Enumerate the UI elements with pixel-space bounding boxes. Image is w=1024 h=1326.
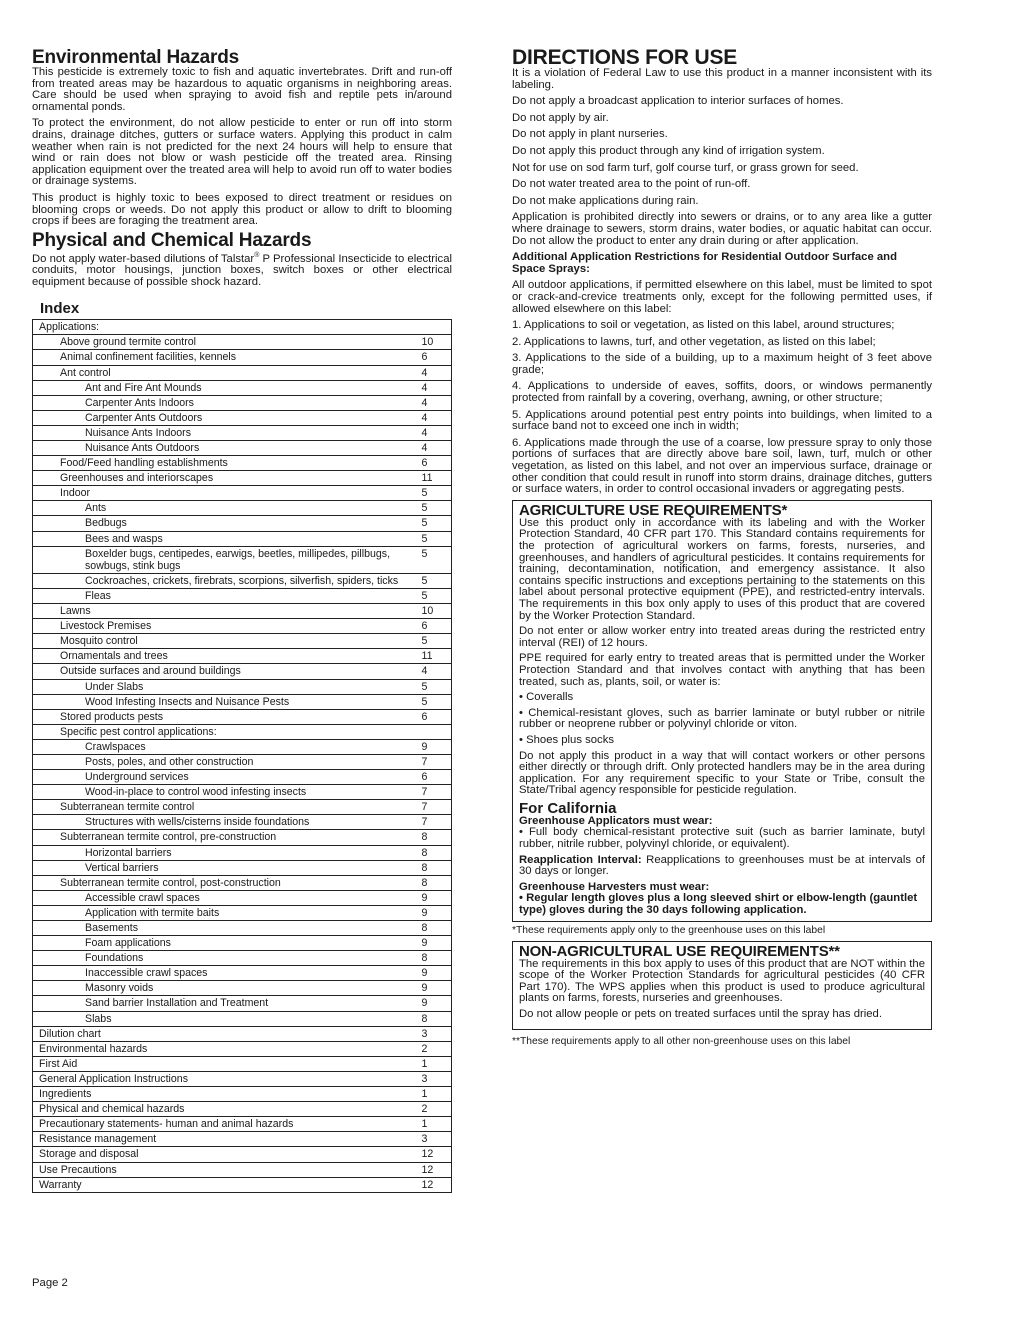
agriculture-use-box [512,500,932,922]
index-entry-page: 6 [422,350,452,365]
index-entry-page: 12 [422,1177,452,1192]
index-entry-page: 8 [422,860,452,875]
index-entry-label: Crawlspaces [33,739,422,754]
res-paragraph-5: 4. Applications to underside of eaves, soffits, doors, or windows permanently protected from rainfall by a covering, overhang, awning, or other structure; [512,380,932,405]
directions-for-use-heading: DIRECTIONS FOR USE [512,46,738,69]
index-entry-label: Above ground termite control [33,335,422,350]
index-entry-label: Indoor [33,486,422,501]
index-entry-page [422,320,452,335]
index-entry-label: Wood Infesting Insects and Nuisance Pests [33,694,422,709]
index-row [33,664,452,679]
index-entry-page: 3 [422,1132,452,1147]
index-entry-label: Subterranean termite control [33,800,422,815]
index-entry-page: 5 [422,679,452,694]
registered-mark: ® [254,251,260,259]
dir-paragraph-8: Do not make applications during rain. [512,194,699,207]
index-entry-page: 11 [422,471,452,486]
index-row [33,471,452,486]
index-entry-page: 6 [422,770,452,785]
index-row [33,815,452,830]
index-entry-label: Under Slabs [33,679,422,694]
index-entry-page: 5 [422,486,452,501]
index-entry-page: 7 [422,754,452,769]
env-paragraph-2: To protect the environment, do not allow pesticide to enter or run off into storm drains, drainage ditches, gutters or surface waters. Applying this product in calm weather when rain is not predicted for the next 24 hours will help to ensure that wind or rain does not blow or wash pesticide off the treated area. Rinsing application equipment over the treated area will help to avoid run off to water bodies or drainage systems. [32,117,452,188]
index-entry-label: Ingredients [33,1087,422,1102]
index-row [33,1087,452,1102]
res-paragraph-4: 3. Applications to the side of a building, up to a maximum height of 3 feet above grade; [512,352,932,376]
index-entry-label: Storage and disposal [33,1147,422,1162]
directions-body [512,68,932,247]
index-entry-page: 9 [422,936,452,951]
dir-paragraph-9: Application is prohibited directly into sewers or drains, or to any area like a gutter where drainage to sewers, storm drains, water bodies, or aquatic habitat can occur. Do not allow the product to enter any drain during or after application. [512,211,932,247]
res-paragraph-2: 1. Applications to soil or vegetation, as listed on this label, around structures; [512,319,895,332]
ca-reapplication-label: Reapplication Interval: [519,853,642,866]
index-entry-page: 8 [422,951,452,966]
index-entry-label: Bedbugs [33,516,422,531]
index-entry-label: Inaccessible crawl spaces [33,966,422,981]
index-entry-label: Stored products pests [33,709,422,724]
index-entry-label: Foundations [33,951,422,966]
index-row [33,905,452,920]
index-entry-page: 2 [422,1102,452,1117]
index-entry-page: 8 [422,845,452,860]
index-entry-label: Cockroaches, crickets, firebrats, scorpions, silverfish, spiders, ticks [33,573,422,588]
ca-applicators-heading: Greenhouse Applicators must wear: [519,814,713,827]
index-entry-page: 5 [422,531,452,546]
ca-reapplication-text: Reapplications to greenhouses must be at intervals of 30 days or longer. [519,853,925,878]
index-row [33,320,452,335]
index-row [33,1147,452,1162]
index-entry-label: Livestock Premises [33,619,422,634]
index-entry-page: 3 [422,1026,452,1041]
index-entry-page: 10 [422,604,452,619]
index-entry-page: 5 [422,694,452,709]
res-paragraph-7: 6. Applications made through the use of a coarse, low pressure spray to only those portions of surfaces that are directly above bare soil, lawn, turf, mulch or other vegetation, as listed on this label, and not over an impervious surface, drainage or other condition that could result in runoff into storm drains, drainage ditches, gutters or surface waters, in order to control occasional invaders or aggregating pests. [512,436,932,496]
dir-paragraph-5: Do not apply this product through any kind of irrigation system. [512,144,825,157]
index-entry-label: Posts, poles, and other construction [33,754,422,769]
index-entry-label: Boxelder bugs, centipedes, earwigs, beetles, millipedes, pillbugs, sowbugs, stink bugs [33,546,422,573]
index-row [33,350,452,365]
index-row [33,921,452,936]
ca-harvesters-heading: Greenhouse Harvesters must wear: [519,880,710,893]
index-entry-page: 9 [422,966,452,981]
index-entry-page: 9 [422,890,452,905]
env-paragraph-3: This product is highly toxic to bees exposed to direct treatment or residues on blooming crops or weeds. Do not apply this product or allow to drift to blooming crops if bees are foraging the treatment area. [32,191,452,228]
index-row [33,573,452,588]
index-entry-page: 9 [422,981,452,996]
index-row [33,754,452,769]
index-entry-label: Lawns [33,604,422,619]
index-entry-label: Fleas [33,588,422,603]
index-entry-label: Carpenter Ants Outdoors [33,410,422,425]
index-entry-label: Mosquito control [33,634,422,649]
index-row [33,860,452,875]
index-row [33,981,452,996]
index-entry-label: Foam applications [33,936,422,951]
index-entry-label: Ornamentals and trees [33,649,422,664]
index-entry-label: Outside surfaces and around buildings [33,664,422,679]
residential-restrictions-body [512,280,932,496]
dir-paragraph-4: Do not apply in plant nurseries. [512,128,668,141]
index-entry-label: Masonry voids [33,981,422,996]
index-row [33,951,452,966]
index-entry-label: Sand barrier Installation and Treatment [33,996,422,1011]
index-row [33,604,452,619]
index-row [33,785,452,800]
index-row [33,1162,452,1177]
index-row [33,335,452,350]
index-entry-label: General Application Instructions [33,1071,422,1086]
index-entry-page: 4 [422,425,452,440]
index-entry-page: 12 [422,1147,452,1162]
ag-paragraph-3: PPE required for early entry to treated areas that is permitted under the Worker Protection Standard and that involves contact with anything that has been treated, such as, plants, soil, or water is: [519,652,925,688]
environmental-hazards-body [32,67,452,228]
ca-reapplication [519,855,925,878]
index-entry-page: 5 [422,634,452,649]
index-entry-page: 7 [422,785,452,800]
index-row [33,634,452,649]
index-row [33,679,452,694]
index-entry-page: 6 [422,456,452,471]
index-row [33,1132,452,1147]
index-entry-page: 2 [422,1041,452,1056]
index-row [33,380,452,395]
index-entry-label: Ants [33,501,422,516]
index-row [33,966,452,981]
res-paragraph-1: All outdoor applications, if permitted elsewhere on this label, must be limited to spot or crack-and-crevice treatments only, except for the following permitted uses, if allowed elsewhere on this label: [512,279,932,315]
index-row [33,1026,452,1041]
phys-text-b: P Professional Insecticide to electrical conduits, motor housings, junction boxes, switch boxes or other electrical equipment because of possible shock hazard. [32,252,452,288]
index-entry-label: Wood-in-place to control wood infesting insects [33,785,422,800]
index-row [33,936,452,951]
index-entry-label: Bees and wasps [33,531,422,546]
index-entry-label: Application with termite baits [33,905,422,920]
index-entry-page: 1 [422,1117,452,1132]
ag-bullet-coveralls: • Coveralls [519,691,574,704]
index-entry-page: 5 [422,588,452,603]
index-entry-page: 4 [422,664,452,679]
index-entry-label: Nuisance Ants Indoors [33,425,422,440]
index-entry-label: Vertical barriers [33,860,422,875]
index-entry-label: Dilution chart [33,1026,422,1041]
index-entry-label: Structures with wells/cisterns inside foundations [33,815,422,830]
index-entry-label: Resistance management [33,1132,422,1147]
non-agricultural-footnote: **These requirements apply to all other non-greenhouse uses on this label [512,1035,851,1047]
index-entry-label: Horizontal barriers [33,845,422,860]
nonag-paragraph-1: The requirements in this box apply to uses of this product that are NOT within the scope of the Worker Protection Standards for agricultural pesticides (40 CFR Part 170). The WPS applies when this product is used to produce agricultural plants on farms, forests, nurseries and greenhouses. [519,957,925,1005]
index-entry-page: 9 [422,739,452,754]
index-row [33,800,452,815]
index-entry-label: Nuisance Ants Outdoors [33,441,422,456]
index-row [33,1071,452,1086]
index-entry-label: First Aid [33,1056,422,1071]
index-row [33,1056,452,1071]
dir-paragraph-2: Do not apply a broadcast application to interior surfaces of homes. [512,95,844,108]
index-row [33,546,452,573]
index-row [33,770,452,785]
index-entry-page: 9 [422,996,452,1011]
index-row [33,588,452,603]
index-row [33,365,452,380]
index-entry-page: 1 [422,1087,452,1102]
index-entry-page: 1 [422,1056,452,1071]
index-entry-page: 5 [422,546,452,573]
index-entry-label: Specific pest control applications: [33,724,422,739]
env-paragraph-1: This pesticide is extremely toxic to fish and aquatic invertebrates. Drift and run-off from treated areas may be hazardous to aquatic organisms in neighboring areas. Care should be used when spraying to avoid fish and reptile pets in/around ornamental ponds. [32,66,452,113]
index-entry-page: 5 [422,501,452,516]
agriculture-use-title: AGRICULTURE USE REQUIREMENTS* [519,501,788,519]
index-entry-page: 4 [422,380,452,395]
index-entry-page: 4 [422,410,452,425]
index-row [33,516,452,531]
ag-paragraph-2: Do not enter or allow worker entry into treated areas during the restricted entry interval (REI) of 12 hours. [519,625,925,649]
index-row [33,501,452,516]
physical-chemical-hazards-text [32,250,452,289]
index-entry-page: 3 [422,1071,452,1086]
non-agricultural-use-box [512,941,932,1030]
index-entry-page: 5 [422,573,452,588]
index-row [33,441,452,456]
index-entry-label: Subterranean termite control, pre-construction [33,830,422,845]
index-row [33,486,452,501]
index-row [33,425,452,440]
ag-bullet-gloves: • Chemical-resistant gloves, such as barrier laminate or butyl rubber or nitrile rubber or neoprene rubber or polyvinyl chloride or viton. [519,706,925,731]
index-entry-page [422,724,452,739]
index-row [33,996,452,1011]
index-table [32,319,452,1192]
non-agricultural-use-title: NON-AGRICULTURAL USE REQUIREMENTS** [519,942,840,960]
index-entry-label: Use Precautions [33,1162,422,1177]
index-entry-page: 4 [422,395,452,410]
index-row [33,724,452,739]
index-entry-label: Precautionary statements- human and animal hazards [33,1117,422,1132]
dir-paragraph-7: Do not water treated area to the point of run-off. [512,178,751,191]
index-row [33,1011,452,1026]
index-row [33,830,452,845]
index-entry-label: Underground services [33,770,422,785]
index-row [33,531,452,546]
index-entry-label: Accessible crawl spaces [33,890,422,905]
dir-paragraph-3: Do not apply by air. [512,111,609,124]
index-table-body [33,320,452,1192]
index-row [33,410,452,425]
index-entry-label: Physical and chemical hazards [33,1102,422,1117]
index-entry-label: Environmental hazards [33,1041,422,1056]
index-entry-page: 11 [422,649,452,664]
index-row [33,395,452,410]
index-row [33,875,452,890]
index-heading: Index [40,300,80,318]
index-entry-label: Warranty [33,1177,422,1192]
index-entry-page: 4 [422,441,452,456]
index-row [33,649,452,664]
ca-applicators-text: • Full body chemical-resistant protective suit (such as barrier laminate, butyl rubber, nitrile rubber, polyvinyl chloride, or equivalent). [519,826,925,851]
index-entry-label: Basements [33,921,422,936]
index-row [33,890,452,905]
index-entry-label: Food/Feed handling establishments [33,456,422,471]
physical-chemical-hazards-heading: Physical and Chemical Hazards [32,229,312,251]
phys-text-a: Do not apply water-based dilutions of Talstar [32,252,255,265]
index-row [33,1102,452,1117]
environmental-hazards-heading: Environmental Hazards [32,47,239,68]
ag-paragraph-4: Do not apply this product in a way that will contact workers or other persons either directly or through drift. Only protected handlers may be in the area during application. For any requirement specific to your State or Tribe, consult the State/Tribal agency responsible for pesticide regulation. [519,749,925,797]
index-entry-label: Carpenter Ants Indoors [33,395,422,410]
ag-paragraph-1: Use this product only in accordance with its labeling and with the Worker Protection Standard, 40 CFR part 170. This Standard contains requirements for the protection of agricultural workers on farms, forests, nurseries, and greenhouses, and handlers of agricultural pesticides. It contains requirements for training, decontamination, notification, and emergency assistance. It also contains specific instructions and exceptions pertaining to the statements on this label about personal protective equipment (PPE), and restricted-entry intervals. The requirements in this box only apply to uses of this product that are covered by the Worker Protection Standard. [519,516,925,622]
agriculture-footnote: *These requirements apply only to the greenhouse uses on this label [512,924,826,936]
res-paragraph-3: 2. Applications to lawns, turf, and other vegetation, as listed on this label; [512,335,876,348]
index-entry-page: 10 [422,335,452,350]
index-entry-page: 12 [422,1162,452,1177]
residential-restrictions-heading: Additional Application Restrictions for Residential Outdoor Surface and Space Sprays: [512,251,897,275]
index-entry-page: 8 [422,875,452,890]
index-entry-label: Ant control [33,365,422,380]
index-row [33,694,452,709]
index-entry-page: 8 [422,921,452,936]
index-row [33,619,452,634]
index-row [33,1041,452,1056]
index-row [33,709,452,724]
index-row [33,739,452,754]
index-entry-page: 8 [422,830,452,845]
nonag-paragraph-2: Do not allow people or pets on treated surfaces until the spray has dried. [519,1008,882,1020]
index-row [33,845,452,860]
index-entry-page: 4 [422,365,452,380]
index-entry-label: Subterranean termite control, post-construction [33,875,422,890]
index-row [33,1177,452,1192]
index-row [33,1117,452,1132]
index-entry-page: 6 [422,709,452,724]
index-entry-label: Ant and Fire Ant Mounds [33,380,422,395]
for-california-heading: For California [519,799,617,817]
dir-paragraph-1: It is a violation of Federal Law to use this product in a manner inconsistent with its labeling. [512,67,932,91]
index-entry-label: Greenhouses and interiorscapes [33,471,422,486]
ca-harvesters-text: • Regular length gloves plus a long sleeved shirt or elbow-length (gauntlet type) gloves during the 30 days following application. [519,892,918,917]
right-column [512,48,932,1048]
index-entry-page: 7 [422,800,452,815]
index-entry-label: Applications: [33,320,422,335]
ag-bullet-shoes: • Shoes plus socks [519,733,615,746]
index-entry-page: 8 [422,1011,452,1026]
left-column [32,48,452,1193]
index-entry-label: Animal confinement facilities, kennels [33,350,422,365]
index-entry-page: 7 [422,815,452,830]
index-entry-page: 9 [422,905,452,920]
index-entry-page: 5 [422,516,452,531]
index-row [33,456,452,471]
res-paragraph-6: 5. Applications around potential pest entry points into buildings, when limited to a surface band not to exceed one inch in width; [512,408,932,433]
dir-paragraph-6: Not for use on sod farm turf, golf course turf, or grass grown for seed. [512,161,859,174]
page-number: Page 2 [32,1277,68,1289]
index-entry-page: 6 [422,619,452,634]
index-entry-label: Slabs [33,1011,422,1026]
